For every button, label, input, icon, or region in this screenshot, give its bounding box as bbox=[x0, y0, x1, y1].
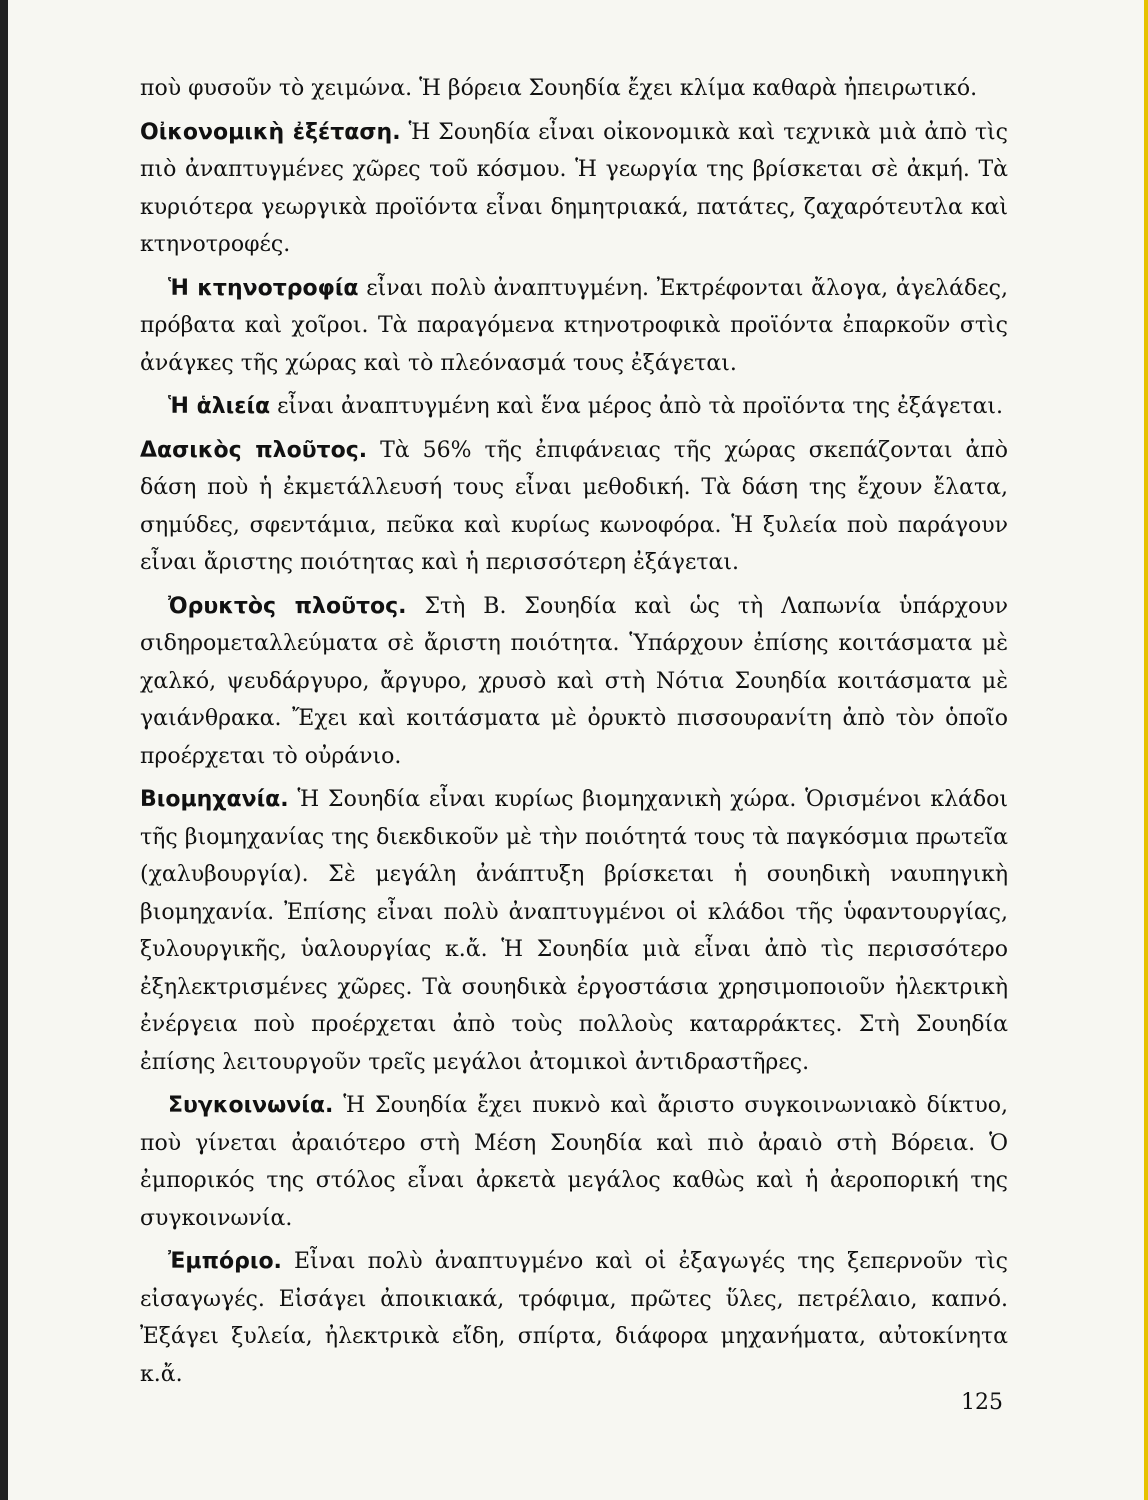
scan-edge-left bbox=[0, 0, 8, 1500]
paragraph bbox=[140, 1087, 1008, 1237]
paragraph bbox=[140, 388, 1008, 426]
scan-edge-right bbox=[1144, 0, 1148, 1500]
paragraph bbox=[140, 781, 1008, 1081]
paragraph bbox=[140, 270, 1008, 383]
paragraph-text: εἶναι ἀναπτυγμένη καὶ ἕνα μέρος ἀπὸ τὰ προϊόντα της ἐξάγεται. bbox=[270, 394, 1004, 419]
paragraph-text: Ἡ Σουηδία εἶναι κυρίως βιομηχανικὴ χώρα. Ὁρισμένοι κλάδοι τῆς βιομηχανίας της διεκδικοῦν μὲ τὴν ποιότητά τους τὰ παγκόσμια πρωτεῖα (χαλυβουργία). Σὲ μεγάλη ἀνάπτυξη βρίσκεται ἡ σουηδικὴ ναυπηγικὴ βιομηχανία. Ἐπίσης εἶναι πολὺ ἀναπτυγμένοι οἱ κλάδοι τῆς ὑφαντουργίας, ξυλουργικῆς, ὑαλουργίας κ.ἄ. Ἡ Σουηδία μιὰ εἶναι ἀπὸ τὶς περισσότερο ἐξηλεκτρισμένες χῶρες. Τὰ σουηδικὰ ἐργοστάσια χρησιμοποιοῦν ἠλεκτρικὴ ἐνέργεια ποὺ προέρχεται ἀπὸ τοὺς πολλοὺς καταρράκτες. Στὴ Σουηδία ἐπίσης λειτουργοῦν τρεῖς μεγάλοι ἀτομικοὶ ἀντιδραστῆρες. bbox=[140, 787, 1008, 1075]
paragraph bbox=[140, 114, 1008, 264]
paragraph bbox=[140, 1243, 1008, 1393]
paragraph-text: Στὴ Β. Σουηδία καὶ ὡς τὴ Λαπωνία ὑπάρχουν σιδηρομεταλλεύματα σὲ ἄριστη ποιότητα. Ὑπάρχουν ἐπίσης κοιτάσματα μὲ χαλκό, ψευδάργυρο, ἄργυρο, χρυσὸ καὶ στὴ Νότια Σουηδία κοιτάσματα μὲ γαιάνθρακα. Ἔχει καὶ κοιτάσματα μὲ ὀρυκτὸ πισσουρανίτη ἀπὸ τὸν ὁποῖο προέρχεται τὸ οὐράνιο. bbox=[140, 593, 1008, 769]
body-text bbox=[140, 70, 1008, 1393]
paragraph-heading: Ἡ κτηνοτροφία bbox=[168, 275, 359, 301]
paragraph-text: Ἡ Σουηδία ἔχει πυκνὸ καὶ ἄριστο συγκοινωνιακὸ δίκτυο, ποὺ γίνεται ἀραιότερο στὴ Μέση Σουηδία καὶ πιὸ ἀραιὸ στὴ Βόρεια. Ὁ ἐμπορικός της στόλος εἶναι ἀρκετὰ μεγάλος καθὼς καὶ ἡ ἀεροπορική της συγκοινωνία. bbox=[140, 1093, 1008, 1231]
paragraph-heading: Συγκοινωνία. bbox=[168, 1093, 334, 1118]
paragraph-text: ποὺ φυσοῦν τὸ χειμώνα. Ἡ βόρεια Σουηδία ἔχει κλίμα καθαρὰ ἠπειρωτικό. bbox=[140, 76, 978, 101]
paragraph-heading: Δασικὸς πλοῦτος. bbox=[140, 437, 368, 463]
paragraph-heading: Οἰκονομικὴ ἐξέταση. bbox=[140, 119, 401, 145]
paragraph-text: Ἡ Σουηδία εἶναι οἰκονομικὰ καὶ τεχνικὰ μιὰ ἀπὸ τὶς πιὸ ἀναπτυγμένες χῶρες τοῦ κόσμου. Ἡ γεωργία της βρίσκεται σὲ ἀκμή. Τὰ κυριότερα γεωργικὰ προϊόντα εἶναι δημητριακά, πατάτες, ζαχαρότευτλα καὶ κτηνοτροφές. bbox=[140, 119, 1008, 257]
paragraph bbox=[140, 70, 1008, 108]
paragraph-text: Εἶναι πολὺ ἀναπτυγμένο καὶ οἱ ἐξαγωγές της ξεπερνοῦν τὶς εἰσαγωγές. Εἰσάγει ἀποικιακά, τρόφιμα, πρῶτες ὕλες, πετρέλαιο, καπνό. Ἐξάγει ξυλεία, ἠλεκτρικὰ εἴδη, σπίρτα, διάφορα μηχανήματα, αὐτοκίνητα κ.ἄ. bbox=[140, 1249, 1008, 1387]
paragraph-heading: Ἐμπόριο. bbox=[168, 1249, 282, 1274]
paragraph-heading: Ὀρυκτὸς πλοῦτος. bbox=[168, 593, 407, 619]
paragraph-text: Τὰ 56% τῆς ἐπιφάνειας τῆς χώρας σκεπάζονται ἀπὸ δάση ποὺ ἡ ἐκμετάλλευσή τους εἶναι μεθοδική. Τὰ δάση της ἔχουν ἔλατα, σημύδες, σφεντάμια, πεῦκα καὶ κυρίως κωνοφόρα. Ἡ ξυλεία ποὺ παράγουν εἶναι ἄριστης ποιότητας καὶ ἡ περισσότερη ἐξάγεται. bbox=[140, 437, 1008, 575]
paragraph-heading: Ἡ ἁλιεία bbox=[168, 394, 271, 419]
paragraph bbox=[140, 588, 1008, 776]
paragraph-text: εἶναι πολὺ ἀναπτυγμένη. Ἐκτρέφονται ἄλογα, ἀγελάδες, πρόβατα καὶ χοῖροι. Τὰ παραγόμενα κτηνοτροφικὰ προϊόντα ἐπαρκοῦν στὶς ἀνάγκες τῆς χώρας καὶ τὸ πλεόνασμά τους ἐξάγεται. bbox=[140, 275, 1008, 376]
paragraph-heading: Βιομηχανία. bbox=[140, 787, 289, 812]
paragraph bbox=[140, 432, 1008, 582]
page-number: 125 bbox=[961, 1390, 1003, 1415]
